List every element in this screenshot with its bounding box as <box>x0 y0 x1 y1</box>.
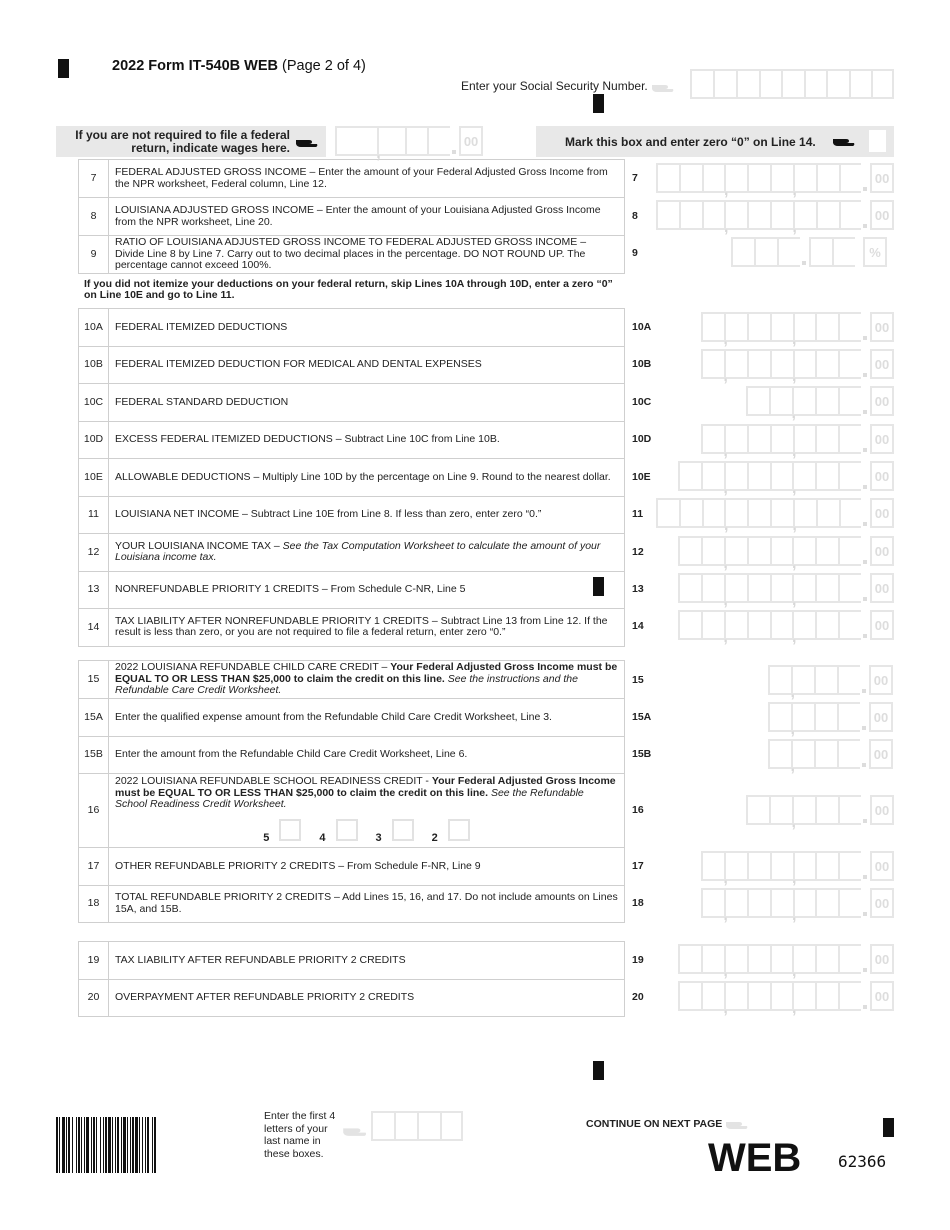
pointing-hand-icon <box>831 134 857 148</box>
cents-suffix: 00 <box>869 739 893 769</box>
line-19-row <box>79 942 624 980</box>
line-description <box>109 539 624 566</box>
line-10c-label: 10C <box>632 396 652 408</box>
form-number: 62366 <box>838 1152 887 1171</box>
form-title <box>112 58 366 74</box>
line-10e-amount-input[interactable] <box>678 461 894 491</box>
mark-box-prompt-text: Mark this box and enter zero “0” on Line 14. <box>565 135 816 149</box>
line-number: 15B <box>79 737 109 774</box>
cents-suffix: 00 <box>870 498 894 528</box>
line-description: FEDERAL ADJUSTED GROSS INCOME – Enter the amount of your Federal Adjusted Gross Income from the NPR worksheet, Federal column, Line 12. <box>115 166 608 190</box>
line-13-amount-input[interactable] <box>678 573 894 603</box>
line-12-italic: See the Tax Computation Worksheet to calculate the amount of your Louisiana income tax. <box>115 539 601 564</box>
pointing-hand-icon <box>294 135 320 149</box>
line-number: 10D <box>79 422 109 459</box>
cents-suffix: 00 <box>870 163 894 193</box>
star-2-checkbox[interactable] <box>448 819 470 841</box>
web-label: WEB <box>708 1136 802 1180</box>
line-9-percentage-input[interactable] <box>731 237 894 267</box>
line-11-amount-input[interactable] <box>656 498 894 528</box>
itemize-instruction: If you did not itemize your deductions on your federal return, skip Lines 10A through 10D, enter a zero “0” on Line 10E and go to Line 11. <box>84 278 613 301</box>
line-8-row <box>79 198 624 236</box>
line-description: TOTAL REFUNDABLE PRIORITY 2 CREDITS – Add Lines 15, 16, and 17. Do not include amounts on Lines 15A, and 15B. <box>115 891 618 915</box>
line-10b-amount-input[interactable] <box>701 349 894 379</box>
cents-suffix: 00 <box>870 312 894 342</box>
cents-suffix: 00 <box>870 424 894 454</box>
star-5-label: 5 <box>263 831 270 844</box>
line-17-amount-input[interactable] <box>701 851 894 881</box>
line-number: 10E <box>79 459 109 496</box>
line-description: FEDERAL ITEMIZED DEDUCTION FOR MEDICAL AND DENTAL EXPENSES <box>115 358 482 370</box>
line-19-label: 19 <box>632 954 644 966</box>
line-10d-row <box>79 422 624 460</box>
star-2-group <box>432 819 470 845</box>
line-description: TAX LIABILITY AFTER REFUNDABLE PRIORITY 2 CREDITS <box>115 953 406 966</box>
barcode-bar <box>156 1117 157 1173</box>
line-description: RATIO OF LOUISIANA ADJUSTED GROSS INCOME TO FEDERAL ADJUSTED GROSS INCOME – Divide Line 8 by Line 7. Carry out to two decimal places in the percentage. DO NOT ROUND UP. The percentage cannot exceed 100%. <box>115 236 587 272</box>
cents-suffix: 00 <box>870 610 894 640</box>
line-15-amount-input[interactable] <box>768 665 894 695</box>
line-7-row <box>79 160 624 198</box>
line-15-bold: Your Federal Adjusted Gross Income must be EQUAL TO OR LESS THAN $25,000 to claim the credit on this line. <box>115 661 618 685</box>
line-description: ALLOWABLE DEDUCTIONS – Multiply Line 10D by the percentage on Line 9. Round to the nearest dollar. <box>115 470 611 483</box>
registration-mark <box>883 1118 894 1137</box>
star-2-label: 2 <box>431 831 438 844</box>
line-12-row <box>79 534 624 572</box>
line-12-text: YOUR LOUISIANA INCOME TAX – <box>115 539 283 552</box>
star-5-group <box>263 819 301 845</box>
line-10b-row <box>79 347 624 385</box>
star-5-checkbox[interactable] <box>279 819 301 841</box>
line-description: Enter the qualified expense amount from the Refundable Child Care Credit Worksheet, Line 3. <box>115 710 552 723</box>
line-number: 15 <box>79 661 109 698</box>
line-20-label: 20 <box>632 991 644 1003</box>
ssn-input[interactable] <box>690 69 894 99</box>
line-16-label: 16 <box>632 804 644 816</box>
line-20-row <box>79 980 624 1018</box>
line-number: 7 <box>79 160 109 197</box>
wages-input[interactable] <box>335 126 483 156</box>
star-3-checkbox[interactable] <box>392 819 414 841</box>
lines-19-20-table <box>78 941 625 1017</box>
star-3-group <box>376 819 414 845</box>
last-name-letters-input[interactable] <box>371 1111 465 1141</box>
cents-suffix: 00 <box>870 386 894 416</box>
line-7-label: 7 <box>632 172 638 184</box>
line-8-label: 8 <box>632 210 638 222</box>
line-10a-label: 10A <box>632 321 652 333</box>
star-3-label: 3 <box>375 831 382 844</box>
line-description: LOUISIANA ADJUSTED GROSS INCOME – Enter the amount of your Louisiana Adjusted Gross Income from the NPR worksheet, Line 20. <box>115 204 601 228</box>
line-15b-amount-input[interactable] <box>768 739 894 769</box>
line-description: NONREFUNDABLE PRIORITY 1 CREDITS – From Schedule C-NR, Line 5 <box>115 583 466 595</box>
line-15-row <box>79 661 624 699</box>
ssn-label-text: Enter your Social Security Number. <box>461 79 648 93</box>
line-16-italic: See the Refundable School Readiness Credit Worksheet. <box>115 786 584 810</box>
registration-mark <box>58 59 69 78</box>
wages-prompt <box>56 126 326 157</box>
line-number: 16 <box>79 774 109 847</box>
line-14-label: 14 <box>632 620 644 632</box>
no-federal-return-checkbox[interactable] <box>869 130 886 152</box>
continue-note <box>586 1117 749 1131</box>
line-description: FEDERAL STANDARD DEDUCTION <box>115 395 289 408</box>
lines-15-18-table <box>78 660 625 923</box>
line-number: 10C <box>79 384 109 421</box>
line-number: 10A <box>79 309 109 346</box>
line-9-row <box>79 236 624 274</box>
line-number: 20 <box>79 980 109 1017</box>
line-10e-label: 10E <box>632 471 651 483</box>
line-description: OTHER REFUNDABLE PRIORITY 2 CREDITS – From Schedule F-NR, Line 9 <box>115 859 481 872</box>
line-15-text: 2022 LOUISIANA REFUNDABLE CHILD CARE CREDIT – <box>115 661 391 674</box>
line-number: 9 <box>79 236 109 273</box>
line-15a-label: 15A <box>632 711 652 723</box>
line-18-amount-input[interactable] <box>701 888 894 918</box>
cents-suffix: 00 <box>870 888 894 918</box>
cents-suffix: 00 <box>870 573 894 603</box>
cents-suffix: 00 <box>870 851 894 881</box>
pointing-hand-icon <box>651 80 675 94</box>
cents-suffix: 00 <box>870 981 894 1011</box>
line-description: TAX LIABILITY AFTER NONREFUNDABLE PRIORITY 1 CREDITS – Subtract Line 13 from Line 12. If the result is less than zero, or you are not required to file a federal return, enter zero “0.” <box>115 614 608 639</box>
cents-suffix: 00 <box>869 702 893 732</box>
star-4-group <box>319 819 357 845</box>
line-description: FEDERAL ITEMIZED DEDUCTIONS <box>115 320 288 333</box>
cents-suffix: 00 <box>870 795 894 825</box>
line-description <box>109 774 624 846</box>
percent-suffix: % <box>863 237 887 267</box>
star-4-label: 4 <box>319 831 326 844</box>
line-description: OVERPAYMENT AFTER REFUNDABLE PRIORITY 2 CREDITS <box>115 991 415 1003</box>
line-10c-amount-input[interactable] <box>746 386 894 416</box>
line-8-amount-input[interactable] <box>656 200 894 230</box>
line-15a-amount-input[interactable] <box>768 702 894 732</box>
wages-cents: 00 <box>459 126 483 156</box>
line-17-row <box>79 848 624 886</box>
cents-suffix: 00 <box>869 665 893 695</box>
line-description <box>109 660 624 699</box>
line-description: Enter the amount from the Refundable Child Care Credit Worksheet, Line 6. <box>115 748 468 760</box>
page-indicator: (Page 2 of 4) <box>282 58 366 74</box>
line-number: 18 <box>79 886 109 923</box>
line-10e-row <box>79 459 624 497</box>
star-4-checkbox[interactable] <box>336 819 358 841</box>
line-12-amount-input[interactable] <box>678 536 894 566</box>
barcode-image <box>56 1117 228 1173</box>
line-10d-label: 10D <box>632 433 652 445</box>
wages-prompt-line2: return, indicate wages here. <box>131 141 290 155</box>
line-11-label: 11 <box>632 508 644 520</box>
pointing-hand-icon <box>725 1117 749 1131</box>
line-10a-amount-input[interactable] <box>701 312 894 342</box>
line-15a-row <box>79 699 624 737</box>
line-number: 8 <box>79 198 109 235</box>
line-description: EXCESS FEDERAL ITEMIZED DEDUCTIONS – Subtract Line 10C from Line 10B. <box>115 433 500 445</box>
line-13-row <box>79 572 624 610</box>
line-14-row <box>79 609 624 647</box>
line-12-label: 12 <box>632 546 644 558</box>
line-17-label: 17 <box>632 860 644 872</box>
registration-mark <box>593 1061 604 1080</box>
lines-10-14-table <box>78 308 625 647</box>
line-7-amount-input[interactable] <box>656 163 894 193</box>
last-name-prompt: Enter the first 4 letters of your last name in these boxes. <box>264 1110 336 1160</box>
line-15-label: 15 <box>632 674 644 686</box>
pointing-hand-icon <box>342 1123 368 1138</box>
line-number: 11 <box>79 497 109 534</box>
registration-mark <box>593 94 604 113</box>
cents-suffix: 00 <box>870 536 894 566</box>
line-16-amount-input[interactable] <box>746 795 894 825</box>
line-10b-label: 10B <box>632 358 652 370</box>
line-number: 13 <box>79 572 109 609</box>
line-description: LOUISIANA NET INCOME – Subtract Line 10E from Line 8. If less than zero, enter zero “0.” <box>115 508 542 520</box>
ssn-label <box>461 79 675 94</box>
cents-suffix: 00 <box>870 461 894 491</box>
line-number: 19 <box>79 942 109 979</box>
line-number: 17 <box>79 848 109 885</box>
lines-7-9-table <box>78 159 625 274</box>
line-18-row <box>79 886 624 924</box>
cents-suffix: 00 <box>870 349 894 379</box>
line-number: 14 <box>79 609 109 646</box>
line-16-bold: Your Federal Adjusted Gross Income must be EQUAL TO OR LESS THAN $25,000 to claim the credit on this line. <box>115 775 616 799</box>
line-16-text: 2022 LOUISIANA REFUNDABLE SCHOOL READINESS CREDIT - <box>115 775 432 787</box>
line-10c-row <box>79 384 624 422</box>
line-number: 12 <box>79 534 109 571</box>
form-title-text: 2022 Form IT-540B WEB <box>112 58 278 74</box>
line-10a-row <box>79 309 624 347</box>
line-15b-row <box>79 737 624 775</box>
line-number: 15A <box>79 699 109 736</box>
line-20-amount-input[interactable] <box>678 981 894 1011</box>
line-9-label: 9 <box>632 247 638 259</box>
line-11-row <box>79 497 624 535</box>
line-14-amount-input[interactable] <box>678 610 894 640</box>
cents-suffix: 00 <box>870 200 894 230</box>
line-19-amount-input[interactable] <box>678 944 894 974</box>
continue-text: CONTINUE ON NEXT PAGE <box>586 1117 723 1130</box>
wages-prompt-line1: If you are not required to file a federal <box>75 128 290 142</box>
line-18-label: 18 <box>632 897 644 909</box>
line-15-italic: See the instructions and the Refundable Care Credit Worksheet. <box>115 672 578 697</box>
line-number: 10B <box>79 347 109 384</box>
cents-suffix: 00 <box>870 944 894 974</box>
line-13-label: 13 <box>632 583 644 595</box>
line-10d-amount-input[interactable] <box>701 424 894 454</box>
mark-box-prompt <box>536 126 894 157</box>
star-rating-boxes <box>115 819 618 845</box>
line-16-row <box>79 774 624 848</box>
line-15b-label: 15B <box>632 748 652 760</box>
